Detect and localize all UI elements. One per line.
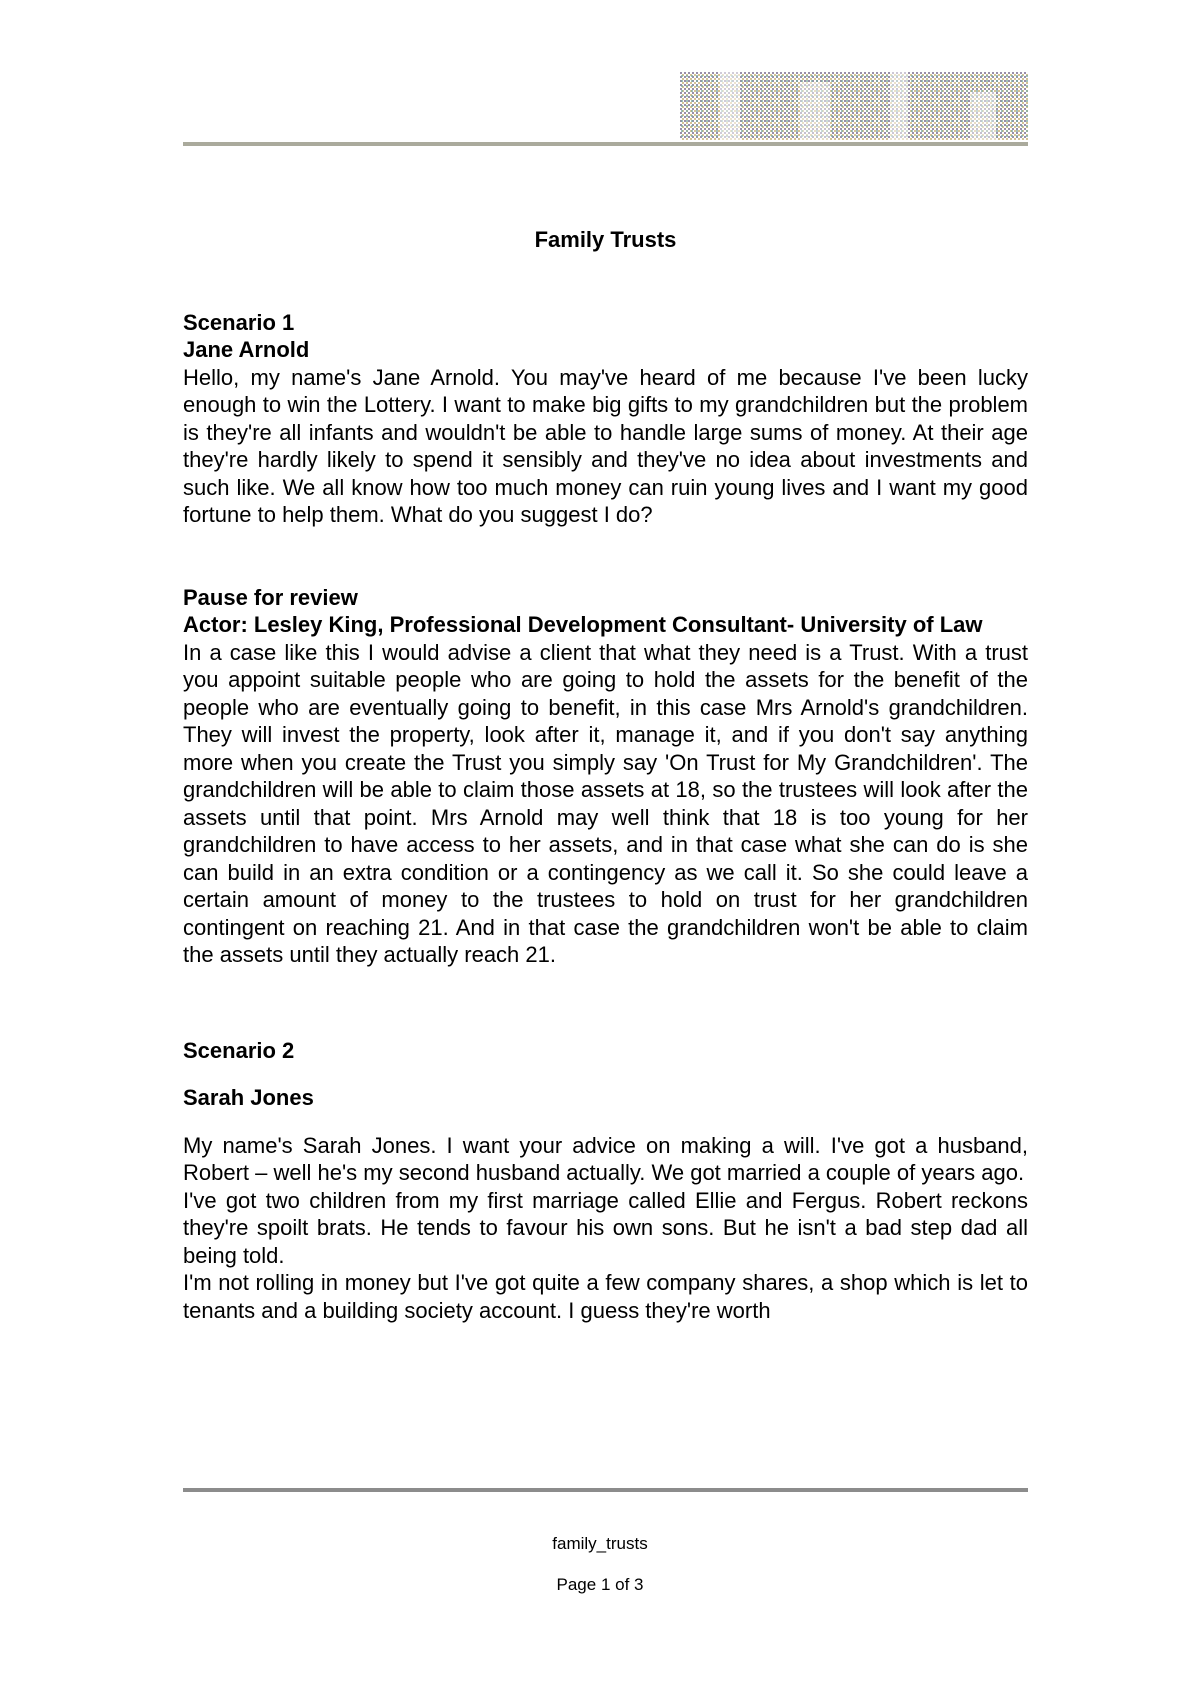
footer-filename: family_trusts	[552, 1534, 648, 1553]
review-actor: Actor: Lesley King, Professional Development Consultant- University of Law	[183, 612, 983, 637]
review-heading: Pause for review	[183, 584, 358, 610]
review-text: In a case like this I would advise a client that what they need is a Trust. With a trust you appoint suitable people who are going to hold the assets for the benefit of the people who are eventually going to benefit, in this case Mrs Arnold's grandchildren. They will invest the property, look after it, manage it, and if you don't say anything more when you create the Trust you simply say 'On Trust for My Grandchildren'. The grandchildren will be able to claim those assets at 18, so the trustees will look after the assets until that point. Mrs Arnold may well think that 18 is too young for her grandchildren to have access to her assets, and in that case what she can do is she can build in an extra condition or a contingency as we call it. So she could leave a certain amount of money to the trustees to hold on trust for her grandchildren contingent on reaching 21. And in that case the grandchildren won't be able to claim the assets until they actually reach 21.	[183, 639, 1028, 967]
scenario2-name: Sarah Jones	[183, 1085, 314, 1110]
scenario1-heading: Scenario 1	[183, 309, 295, 335]
dotted-pattern-logo-icon	[680, 72, 1028, 140]
scenario1-text: Hello, my name's Jane Arnold. You may've heard of me because I've been lucky enough to win the Lottery. I want to make big gifts to my grandchildren but the problem is they're all infants and wouldn't be able to handle large sums of money. At their age they're hardly likely to spend it sensibly and they've no idea about investments and such like. We all know how too much money can ruin young lives and I want my good fortune to help them. What do you suggest I do?	[183, 364, 1028, 527]
document-title: Family Trusts	[534, 227, 677, 252]
scenario1-name: Jane Arnold	[183, 337, 310, 362]
footer-rule	[183, 1488, 1028, 1492]
scenario2-para3: I'm not rolling in money but I've got quite a few company shares, a shop which is let to tenants and a building society account. I guess they're worth	[183, 1270, 1028, 1323]
header-rule	[183, 142, 1028, 146]
scenario2-para1: My name's Sarah Jones. I want your advice on making a will. I've got a husband, Robert – well he's my second husband actually. We got married a couple of years ago.	[183, 1132, 1028, 1185]
scenario2-para2: I've got two children from my first marriage called Ellie and Fergus. Robert reckons they're spoilt brats. He tends to favour his own sons. But he isn't a bad step dad all being told.	[183, 1187, 1028, 1268]
document-body	[183, 226, 1028, 1324]
footer-page-number: Page 1 of 3	[556, 1575, 644, 1594]
scenario2-heading: Scenario 2	[183, 1037, 295, 1063]
